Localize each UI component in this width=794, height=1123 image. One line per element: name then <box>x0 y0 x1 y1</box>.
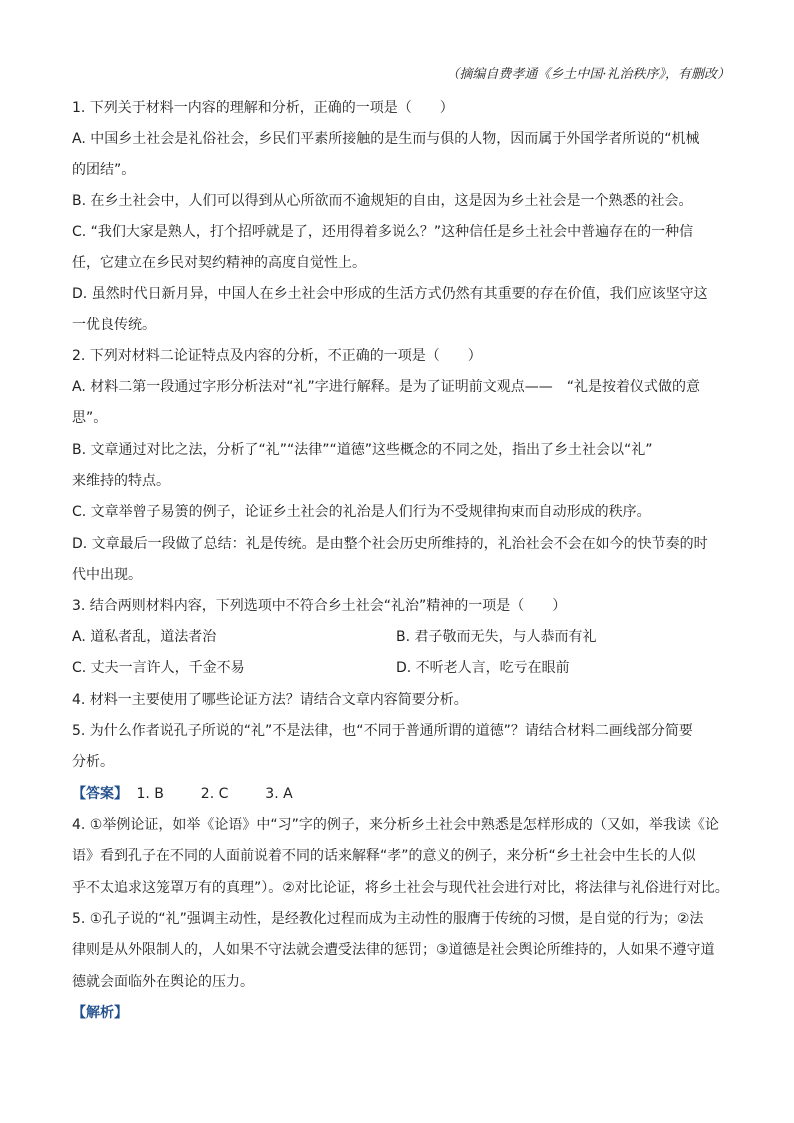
q3-option-b: B. 君子敬而无失，与人恭而有礼 <box>396 629 597 645</box>
q2-option-c: C. 文章举曾子易箦的例子，论证乡土社会的礼治是人们行为不受规律拘束而自动形成的秩序。 <box>72 504 651 520</box>
answer-1: 1. B <box>136 786 164 802</box>
answer-tag: 【答案】 <box>72 786 128 802</box>
q1-option-b: B. 在乡土社会中，人们可以得到从心所欲而不逾规矩的自由，这是因为乡土社会是一个熟悉的社会。 <box>72 193 693 209</box>
q2-option-d: D. 文章最后一段做了总结：礼是传统。是由整个社会历史所维持的，礼治社会不会在如今的快节奏的时 <box>72 536 708 552</box>
answer-row <box>72 784 732 804</box>
answer-4-line-3: 乎不太追求这笼罩万有的真理”）。②对比论证，将乡土社会与现代社会进行对比，将法律与礼俗进行对比。 <box>72 880 729 896</box>
q1-option-d-cont: 一优良传统。 <box>72 317 156 333</box>
q2-option-a: A. 材料二第一段通过字形分析法对“礼”字进行解释。是为了证明前文观点—— “礼是按着仪式做的意 <box>72 379 700 395</box>
q1-option-c: C. “我们大家是熟人，打个招呼就是了，还用得着多说么？”这种信任是乡土社会中普遍存在的一种信 <box>72 224 694 240</box>
q1-option-a: A. 中国乡土社会是礼俗社会，乡民们平素所接触的是生而与俱的人物，因而属于外国学者所说的“机械 <box>72 131 700 147</box>
answer-5-line-3: 德就会面临外在舆论的压力。 <box>72 974 254 990</box>
q2-option-d-cont: 代中出现。 <box>72 567 142 583</box>
q3-row-2 <box>72 658 732 678</box>
q4-stem: 4. 材料一主要使用了哪些论证方法？请结合文章内容简要分析。 <box>72 692 468 708</box>
q3-stem: 3. 结合两则材料内容，下列选项中不符合乡土社会“礼治”精神的一项是（ ） <box>72 598 567 614</box>
source-citation: （摘编自费孝通《乡土中国·礼治秩序》，有删改） <box>446 67 730 82</box>
q5-stem: 5. 为什么作者说孔子所说的“礼”不是法律，也“不同于普通所谓的道德”？请结合材料二画线部分简要 <box>72 723 693 739</box>
q2-stem: 2. 下列对材料二论证特点及内容的分析，不正确的一项是（ ） <box>72 348 482 364</box>
q3-row-1 <box>72 627 732 647</box>
q2-option-a-cont: 思”。 <box>72 410 108 426</box>
answer-2: 2. C <box>200 786 229 802</box>
q1-stem: 1. 下列关于材料一内容的理解和分析，正确的一项是（ ） <box>72 100 454 116</box>
answer-4-line-1: 4. ①举例论证，如举《论语》中“习”字的例子，来分析乡土社会中熟悉是怎样形成的（又如，举我读《论 <box>72 817 719 833</box>
q3-option-a: A. 道私者乱，道法者治 <box>72 629 217 645</box>
q1-option-d: D. 虽然时代日新月异，中国人在乡土社会中形成的生活方式仍然有其重要的存在价值，我们应该坚守这 <box>72 286 708 302</box>
analysis-row <box>72 1003 732 1023</box>
q3-option-c: C. 丈夫一言许人，千金不易 <box>72 660 245 676</box>
q2-option-b-cont: 来维持的特点。 <box>72 473 170 489</box>
answer-4-line-2: 语》看到孔子在不同的人面前说着不同的话来解释“孝”的意义的例子，来分析“乡土社会中生长的人似 <box>72 848 696 864</box>
analysis-tag: 【解析】 <box>72 1005 128 1021</box>
answer-5-line-1: 5. ①孔子说的“礼”强调主动性，是经教化过程而成为主动性的服膺于传统的习惯，是自觉的行为；②法 <box>72 911 704 927</box>
q3-option-d: D. 不听老人言，吃亏在眼前 <box>396 660 570 676</box>
q1-option-a-cont: 的团结”。 <box>72 162 136 178</box>
q2-option-b: B. 文章通过对比之法，分析了“礼”“法律”“道德”这些概念的不同之处，指出了乡土社会以“礼” <box>72 442 653 458</box>
answer-5-line-2: 律则是从外限制人的，人如果不守法就会遭受法律的惩罚；③道德是社会舆论所维持的，人如果不遵守道 <box>72 942 715 958</box>
answer-3: 3. A <box>265 786 293 802</box>
q5-stem-cont: 分析。 <box>72 754 114 770</box>
q1-option-c-cont: 任，它建立在乡民对契约精神的高度自觉性上。 <box>72 255 366 271</box>
